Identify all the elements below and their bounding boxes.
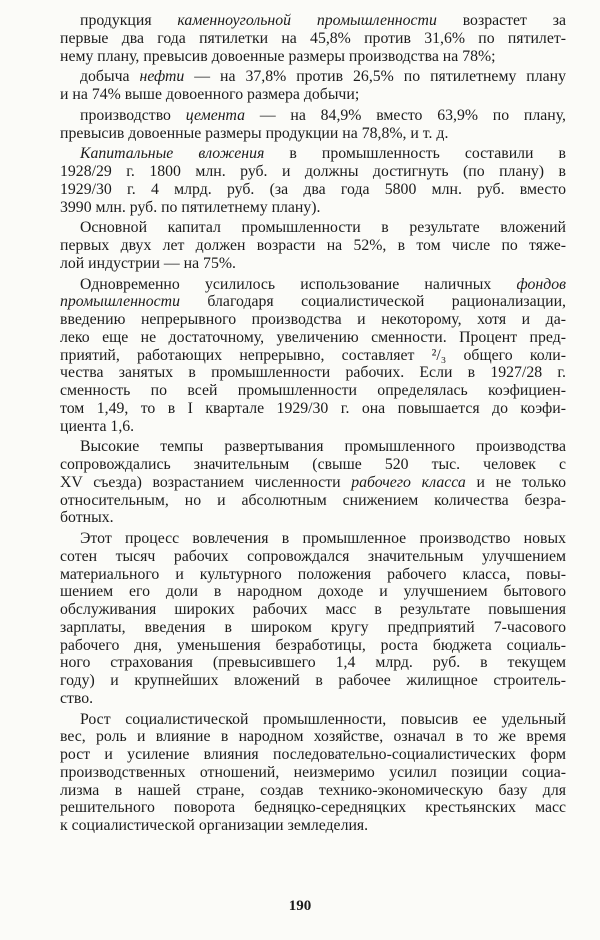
text-line [60,782,566,800]
text-segment: чества занятых в промышленности рабочих. Если в 1927/28 г. [60,364,566,382]
text-line [60,329,566,347]
text-segment: производственных отношений, неизмеримо усилил позиции социа- [60,763,566,781]
text-line [60,654,566,672]
text-segment: том 1,49, то в I квартале 1929/30 г. она повышается до коэфи- [60,399,566,417]
text-segment: продукция [80,12,178,29]
text-segment: леко еще не достаточному, увеличению сменности. Процент пред- [60,328,566,346]
text-segment: обслуживания широких рабочих масс в результате повышения [60,601,566,618]
text-segment: — на 84,9% вместо 63,9% по плану, [245,106,566,124]
paragraph [60,219,566,272]
text-segment: году) и крупнейших вложений в рабочее жилищное строитель- [60,672,566,689]
text-line [60,509,566,527]
text-line [60,237,566,255]
emphasis-text: рабочего класса [351,473,466,491]
text-segment: и на 74% выше довоенного размера добычи; [60,86,360,103]
text-segment: ного страхования (превысившего 1,4 млрд. руб. в текущем [60,654,566,672]
body-text [60,12,566,838]
text-segment: относительным, но и абсолютным снижением количества безра- [60,491,566,509]
text-segment: вес, роль и влияние в народном хозяйстве, означал в то же время [60,728,566,746]
text-line [60,474,566,492]
text-segment: материального и культурного положения рабочего класса, повы- [60,565,566,583]
text-segment: 1929/30 г. 4 млрд. руб. (за два года 5800 млн. руб. вместо [60,180,566,198]
text-line [60,293,566,311]
text-line [60,728,566,746]
paragraph [60,530,566,708]
text-segment: 3990 млн. руб. по пятилетнему плану). [60,198,321,216]
text-segment: введению непрерывного производства и некоторому, хотя и да- [60,311,566,328]
text-line [60,255,566,273]
text-line [60,347,566,365]
text-line [60,566,566,584]
text-segment: ботных. [60,509,114,527]
text-segment: и не только [465,473,567,491]
text-line [60,219,566,237]
text-segment: возрастет за [436,12,567,29]
text-line [60,12,566,30]
text-segment: XV съезда) возрастанием численности [60,473,352,491]
paragraph [60,107,566,143]
text-line [60,438,566,456]
paragraph [60,276,566,436]
emphasis-text: каменноугольной промышленности [177,12,437,29]
text-line [60,746,566,764]
text-segment: первых двух лет должен возрасти на 52%, в том числе по тяже- [60,237,566,254]
text-segment: 1928/29 г. 1800 млн. руб. и должны достигнуть (по плану) в [60,163,566,180]
text-segment: сопровождались значительным (свыше 520 тыс. человек с [60,456,566,473]
text-segment: зарплаты, введения в широком кругу предприятий 7-часового [60,618,566,636]
text-segment: Одновременно усилилось использование наличных [80,275,517,293]
text-line [60,199,566,217]
emphasis-text: промышленности [60,293,180,311]
text-line [60,583,566,601]
text-segment: добыча [80,68,140,86]
text-line [60,86,566,104]
text-line [60,637,566,655]
text-segment: нему плану, превысив довоенные размеры производства на 78%; [60,47,496,65]
text-line [60,619,566,637]
text-line [60,799,566,817]
text-segment: первые два года пятилетки на 45,8% против 31,6% по пятилет- [60,29,566,47]
text-line [60,181,566,199]
text-segment: к социалистической организации земледелия. [60,817,369,834]
text-segment: рабочего дня, уменьшения безработицы, роста бюджета социаль- [60,636,566,654]
text-line [60,48,566,66]
paragraph [60,711,566,835]
text-line [60,311,566,329]
text-line [60,817,566,835]
text-segment: сотен тысяч рабочих сопровождался значительным улучшением [60,547,566,565]
text-segment: превысив довоенные размеры продукции на 78,8%, и т. д. [60,124,449,142]
text-segment: Высокие темпы развертывания промышленного производства [80,438,566,456]
emphasis-text: Капитальные вложения [80,145,265,163]
text-segment: в промышленность составили в [264,145,566,163]
emphasis-text: нефти [139,68,185,86]
paragraph [60,68,566,104]
text-segment: шением его доли в народном доходе и улучшением бытового [60,583,566,601]
text-segment: решительного поворота бедняцко-середняцких крестьянских масс [60,799,566,817]
text-segment: лизма в нашей стране, создав технико-экономическую базу для [60,781,566,799]
text-segment: лой индустрии — на 75%. [60,254,236,272]
text-line [60,672,566,690]
emphasis-text: фондов [516,275,566,293]
text-segment: ство. [60,689,94,707]
text-line [60,30,566,48]
page-number: 190 [288,898,312,914]
text-line [60,456,566,474]
text-line [60,145,566,163]
text-line [60,690,566,708]
text-line [60,364,566,382]
text-line [60,601,566,619]
text-line [60,163,566,181]
text-line [60,530,566,548]
text-segment: циента 1,6. [60,417,135,435]
text-line [60,764,566,782]
text-line [60,68,566,86]
paragraph [60,145,566,216]
text-line [60,418,566,436]
text-line [60,276,566,294]
text-line [60,492,566,510]
text-segment: Этот процесс вовлечения в промышленное производство новых [80,530,566,547]
text-segment: Рост социалистической промышленности, повысив ее удельный [80,710,566,728]
emphasis-text: цемента [185,106,246,124]
text-line [60,107,566,125]
text-segment: сменность по всей промышленности определялась коэфициен- [60,382,566,399]
text-segment: рост и усиление влияния последовательно-социалистических форм [60,746,566,763]
text-segment: благодаря социалистической рационализации, [179,293,566,311]
text-line [60,125,566,143]
text-segment: — на 37,8% против 26,5% по пятилетнему плану [184,68,567,86]
paragraph [60,438,566,527]
text-segment: производство [80,106,186,124]
text-segment: приятий, работающих непрерывно, составляет ²/₃ общего коли- [60,346,566,364]
text-line [60,548,566,566]
paragraph [60,12,566,65]
text-line [60,382,566,400]
text-line [60,711,566,729]
text-segment: Основной капитал промышленности в результате вложений [80,219,566,237]
text-line [60,400,566,418]
